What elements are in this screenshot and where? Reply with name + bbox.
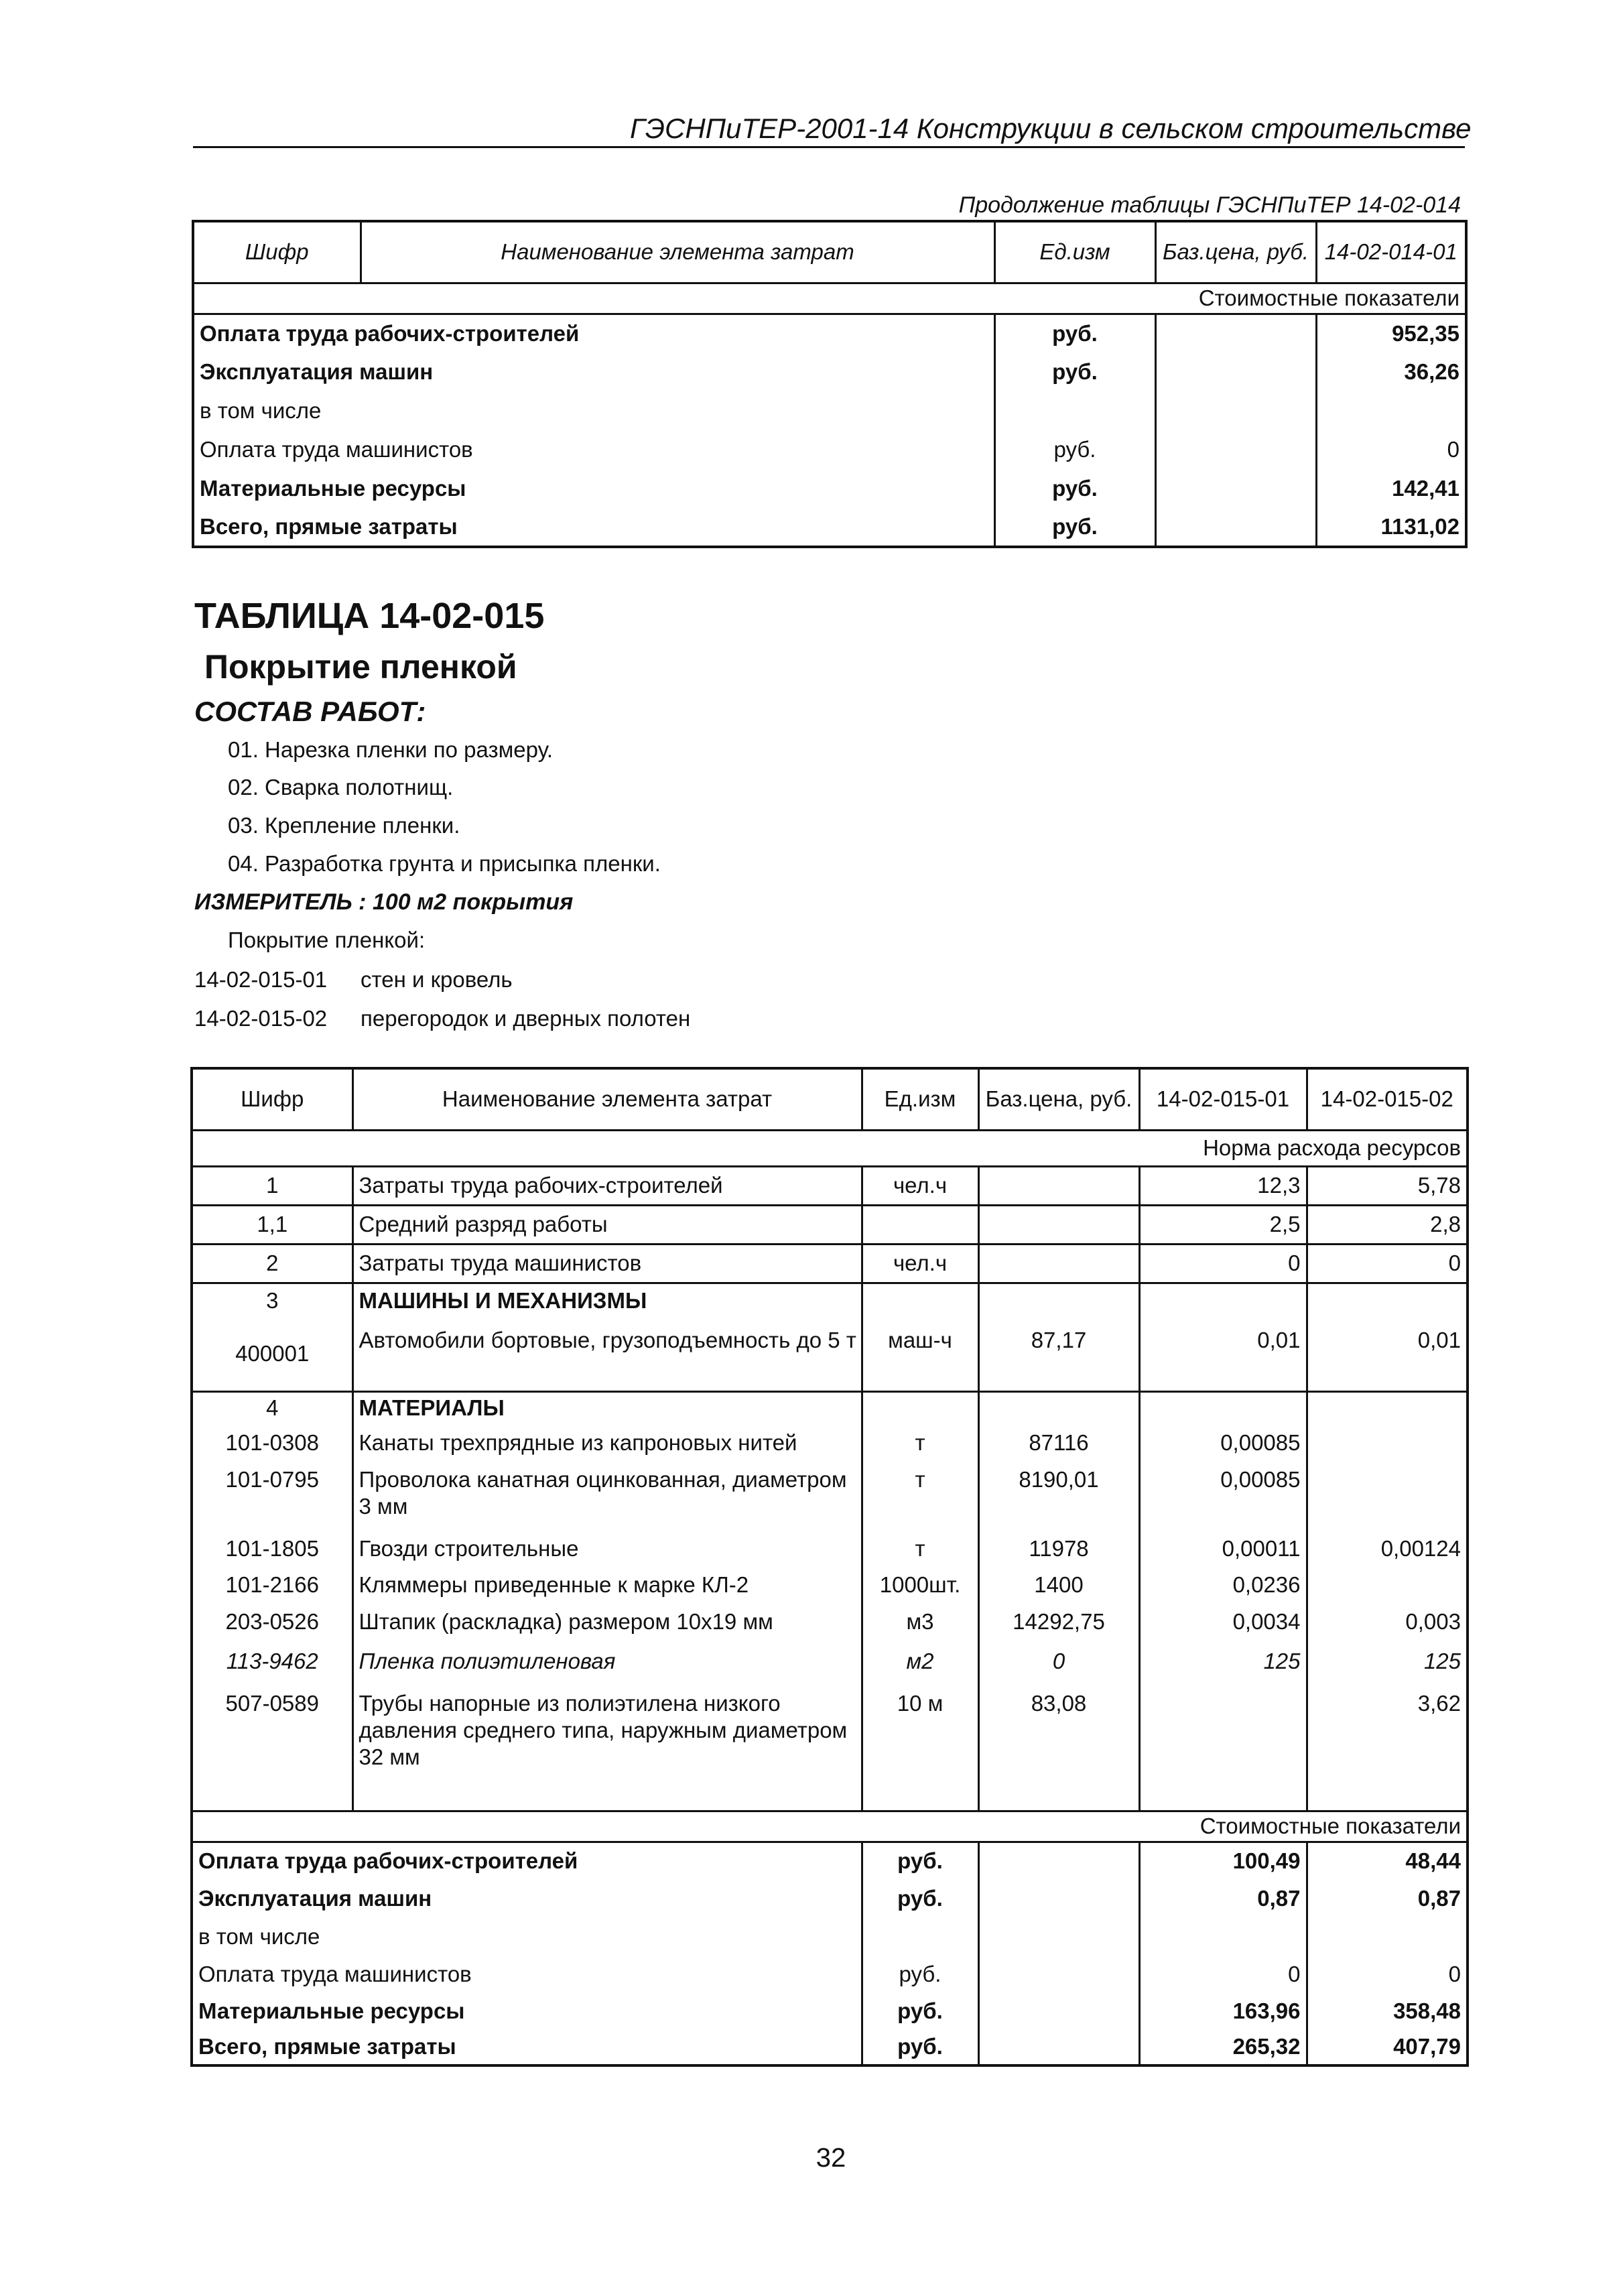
cost-row-unit: руб. [862, 1879, 978, 1918]
table-title: ТАБЛИЦА 14-02-015 [194, 596, 545, 636]
row-name: Затраты труда машинистов [352, 1244, 862, 1283]
cost-row-price [978, 1956, 1139, 1993]
table-row [192, 1391, 1468, 1423]
row-value-1: 12,3 [1139, 1166, 1307, 1205]
row-price: 87116 [978, 1423, 1139, 1462]
col-header-price: Баз.цена, руб. [978, 1068, 1139, 1130]
cost-row-price [978, 2029, 1139, 2065]
row-value-2: 0,003 [1307, 1603, 1468, 1641]
row-code: 113-9462 [226, 1649, 318, 1673]
work-item: 01. Нарезка пленки по размеру. [228, 737, 554, 762]
page-header-title: ГЭСНПиТЕР-2001-14 Конструкции в сельском строительстве [630, 113, 1472, 144]
row-code: 1 [266, 1173, 279, 1198]
row-value-1: 0,00085 [1139, 1462, 1307, 1531]
row-value-2: 0 [1307, 1244, 1468, 1283]
row-price [978, 1391, 1139, 1423]
col-header-variant-1: 14-02-014-01 [1316, 221, 1466, 283]
row-value-2 [1307, 1283, 1468, 1318]
cost-row-price [978, 1842, 1139, 1879]
table-row [193, 469, 1466, 508]
row-code: 400001 [235, 1341, 310, 1366]
norm-section-label: Норма расхода ресурсов [1203, 1135, 1461, 1160]
row-unit: т [862, 1531, 978, 1567]
composition-title: СОСТАВ РАБОТ: [194, 696, 426, 727]
col-header-code: Шифр [241, 1086, 304, 1112]
work-item: 04. Разработка грунта и присыпка пленки. [228, 851, 661, 876]
table-row [192, 1682, 1468, 1811]
variant-text: перегородок и дверных полотен [361, 1006, 691, 1031]
row-price [978, 1166, 1139, 1205]
cost-row-price [978, 1918, 1139, 1956]
table-row [193, 314, 1466, 353]
row-name: Эксплуатация машин [200, 359, 434, 384]
col-header-name: Наименование элемента затрат [361, 221, 994, 283]
row-name: Канаты трехпрядные из капроновых нитей [352, 1423, 862, 1462]
cost-row-unit [862, 1918, 978, 1956]
row-value-1 [1139, 1682, 1307, 1811]
col-header-price: Баз.цена, руб. [1155, 221, 1316, 283]
row-code: 2 [266, 1251, 279, 1275]
row-price [978, 1283, 1139, 1318]
variants-intro: Покрытие пленкой: [228, 928, 426, 952]
cost-section-label: Стоимостные показатели [1198, 285, 1459, 310]
section-header-row [193, 283, 1466, 314]
row-value-1: 2,5 [1139, 1205, 1307, 1244]
continuation-header-row [193, 221, 1466, 283]
row-unit: руб. [994, 469, 1155, 508]
cost-row-name: Эксплуатация машин [198, 1886, 432, 1911]
cost-row-value-2: 48,44 [1307, 1842, 1468, 1879]
cost-row [192, 1956, 1468, 1993]
row-unit [862, 1205, 978, 1244]
row-value: 142,41 [1316, 469, 1466, 508]
continuation-caption: Продолжение таблицы ГЭСНПиТЕР 14-02-014 [958, 192, 1461, 218]
row-code: 101-0308 [225, 1430, 319, 1455]
work-item: 03. Крепление пленки. [228, 813, 460, 838]
row-value-2: 0,01 [1307, 1318, 1468, 1391]
row-value-1: 0,0034 [1139, 1603, 1307, 1641]
cost-row-name: Материальные ресурсы [198, 1998, 465, 2023]
row-value-2 [1307, 1391, 1468, 1423]
row-code: 3 [266, 1287, 279, 1313]
norm-header-row [192, 1130, 1468, 1166]
table-row [192, 1423, 1468, 1462]
row-price [1155, 314, 1316, 353]
table-row [193, 508, 1466, 547]
row-unit [862, 1283, 978, 1318]
row-value-1: 0,00011 [1139, 1531, 1307, 1567]
cost-row-name: Оплата труда рабочих-строителей [198, 1848, 578, 1873]
row-price: 1400 [978, 1567, 1139, 1603]
row-value-1: 0,00085 [1139, 1423, 1307, 1462]
row-value: 0 [1316, 430, 1466, 469]
variant-code: 14-02-015-01 [194, 967, 328, 992]
cost-row-value-2: 358,48 [1307, 1993, 1468, 2029]
row-name: Всего, прямые затраты [200, 514, 458, 539]
row-value-1 [1139, 1283, 1307, 1318]
row-unit [862, 1391, 978, 1423]
row-value-1 [1139, 1391, 1307, 1423]
cost-row-value-1: 265,32 [1139, 2029, 1307, 2065]
cost-row-price [978, 1993, 1139, 2029]
row-name: Пленка полиэтиленовая [352, 1641, 862, 1682]
cost-row-name: Оплата труда машинистов [198, 1962, 472, 1986]
row-code: 4 [266, 1395, 279, 1420]
cost-row [192, 1842, 1468, 1879]
row-name: Оплата труда машинистов [200, 437, 473, 462]
row-value: 952,35 [1316, 314, 1466, 353]
row-price [1155, 469, 1316, 508]
cost-row-value-1: 0 [1139, 1956, 1307, 1993]
row-value-1: 125 [1139, 1641, 1307, 1682]
row-value-1: 0 [1139, 1244, 1307, 1283]
row-unit: м3 [862, 1603, 978, 1641]
table-row [192, 1462, 1468, 1531]
measure-unit: ИЗМЕРИТЕЛЬ : 100 м2 покрытия [194, 889, 574, 915]
row-value-2: 0,00124 [1307, 1531, 1468, 1567]
col-header-code: Шифр [245, 239, 309, 265]
table-row [192, 1283, 1468, 1318]
row-unit: руб. [994, 430, 1155, 469]
row-price: 83,08 [978, 1682, 1139, 1811]
table-row [192, 1318, 1468, 1391]
cost-row-name: Всего, прямые затраты [198, 2034, 456, 2059]
table-row [192, 1244, 1468, 1283]
row-unit: 1000шт. [862, 1567, 978, 1603]
row-price [1155, 391, 1316, 430]
row-unit: маш-ч [862, 1318, 978, 1391]
row-value-2 [1307, 1567, 1468, 1603]
row-value-2: 5,78 [1307, 1166, 1468, 1205]
row-name: Материальные ресурсы [200, 476, 466, 501]
page-number: 32 [816, 2143, 846, 2173]
cost-row-value-1: 163,96 [1139, 1993, 1307, 2029]
row-unit: чел.ч [862, 1166, 978, 1205]
cost-row-value-1: 100,49 [1139, 1842, 1307, 1879]
row-name: Оплата труда рабочих-строителей [200, 320, 580, 346]
row-name: Гвозди строительные [352, 1531, 862, 1567]
row-name: Проволока канатная оцинкованная, диаметром 3 мм [352, 1462, 862, 1531]
row-value [1316, 391, 1466, 430]
cost-section-label: Стоимостные показатели [1199, 1813, 1461, 1838]
table-subtitle: Покрытие пленкой [204, 648, 517, 686]
row-price [978, 1205, 1139, 1244]
row-name: Трубы напорные из полиэтилена низкого давления среднего типа, наружным диаметром 32 мм [352, 1682, 862, 1811]
row-code: 203-0526 [225, 1609, 319, 1634]
resource-header-row [192, 1068, 1468, 1130]
row-name: Средний разряд работы [352, 1205, 862, 1244]
cost-row-name: в том числе [198, 1924, 320, 1949]
cost-row-value-1: 0,87 [1139, 1879, 1307, 1918]
row-unit: руб. [994, 314, 1155, 353]
row-unit: руб. [994, 508, 1155, 547]
table-row [192, 1531, 1468, 1567]
row-value-2 [1307, 1423, 1468, 1462]
row-unit: чел.ч [862, 1244, 978, 1283]
row-price [1155, 353, 1316, 391]
row-value-2: 2,8 [1307, 1205, 1468, 1244]
cost-row-unit: руб. [862, 2029, 978, 2065]
row-code: 101-2166 [225, 1572, 319, 1597]
row-name: Штапик (раскладка) размером 10х19 мм [352, 1603, 862, 1641]
row-price: 8190,01 [978, 1462, 1139, 1531]
cost-row-unit: руб. [862, 1993, 978, 2029]
row-price: 14292,75 [978, 1603, 1139, 1641]
cost-row [192, 1993, 1468, 2029]
header-rule [193, 146, 1465, 148]
row-unit: т [862, 1462, 978, 1531]
row-price: 87,17 [978, 1318, 1139, 1391]
row-unit: 10 м [862, 1682, 978, 1811]
col-header-variant-2: 14-02-015-02 [1307, 1068, 1468, 1130]
row-name: Кляммеры приведенные к марке КЛ-2 [352, 1567, 862, 1603]
table-row [193, 430, 1466, 469]
table-row [192, 1641, 1468, 1682]
row-price: 0 [978, 1641, 1139, 1682]
col-header-name: Наименование элемента затрат [352, 1068, 862, 1130]
cost-row [192, 1879, 1468, 1918]
col-header-unit: Ед.изм [862, 1068, 978, 1130]
cost-row-value-2: 0,87 [1307, 1879, 1468, 1918]
row-value-2: 3,62 [1307, 1682, 1468, 1811]
cost-row [192, 2029, 1468, 2065]
resource-table [190, 1067, 1469, 2067]
cost-row [192, 1918, 1468, 1956]
variant-code: 14-02-015-02 [194, 1006, 328, 1031]
row-name: Автомобили бортовые, грузоподъемность до 5 т [352, 1318, 862, 1391]
table-row [192, 1205, 1468, 1244]
table-row [192, 1567, 1468, 1603]
work-item: 02. Сварка полотнищ. [228, 775, 454, 800]
row-price [1155, 508, 1316, 547]
continuation-table [192, 220, 1468, 548]
row-name: в том числе [200, 398, 322, 423]
row-value-2: 125 [1307, 1641, 1468, 1682]
col-header-unit: Ед.изм [994, 221, 1155, 283]
cost-header-row [192, 1811, 1468, 1842]
row-unit: руб. [994, 353, 1155, 391]
cost-row-value-2 [1307, 1918, 1468, 1956]
row-value: 1131,02 [1316, 508, 1466, 547]
row-code: 1,1 [257, 1212, 288, 1236]
row-name: МАШИНЫ И МЕХАНИЗМЫ [352, 1283, 862, 1318]
table-row [192, 1166, 1468, 1205]
row-code: 101-0795 [225, 1467, 319, 1492]
table-row [193, 353, 1466, 391]
row-value-1: 0,0236 [1139, 1567, 1307, 1603]
variant-text: стен и кровель [361, 967, 513, 992]
row-code: 101-1805 [225, 1536, 319, 1561]
row-unit: т [862, 1423, 978, 1462]
row-value-2 [1307, 1462, 1468, 1531]
cost-row-unit: руб. [862, 1956, 978, 1993]
col-header-variant-1: 14-02-015-01 [1139, 1068, 1307, 1130]
cost-row-value-2: 0 [1307, 1956, 1468, 1993]
row-price: 11978 [978, 1531, 1139, 1567]
cost-row-value-1 [1139, 1918, 1307, 1956]
row-unit: м2 [862, 1641, 978, 1682]
row-name: Затраты труда рабочих-строителей [352, 1166, 862, 1205]
cost-row-value-2: 407,79 [1307, 2029, 1468, 2065]
table-row [193, 391, 1466, 430]
row-value: 36,26 [1316, 353, 1466, 391]
row-code: 507-0589 [225, 1691, 319, 1716]
row-unit [994, 391, 1155, 430]
row-name: МАТЕРИАЛЫ [352, 1391, 862, 1423]
cost-row-price [978, 1879, 1139, 1918]
row-value-1: 0,01 [1139, 1318, 1307, 1391]
row-price [1155, 430, 1316, 469]
row-price [978, 1244, 1139, 1283]
cost-row-unit: руб. [862, 1842, 978, 1879]
table-row [192, 1603, 1468, 1641]
